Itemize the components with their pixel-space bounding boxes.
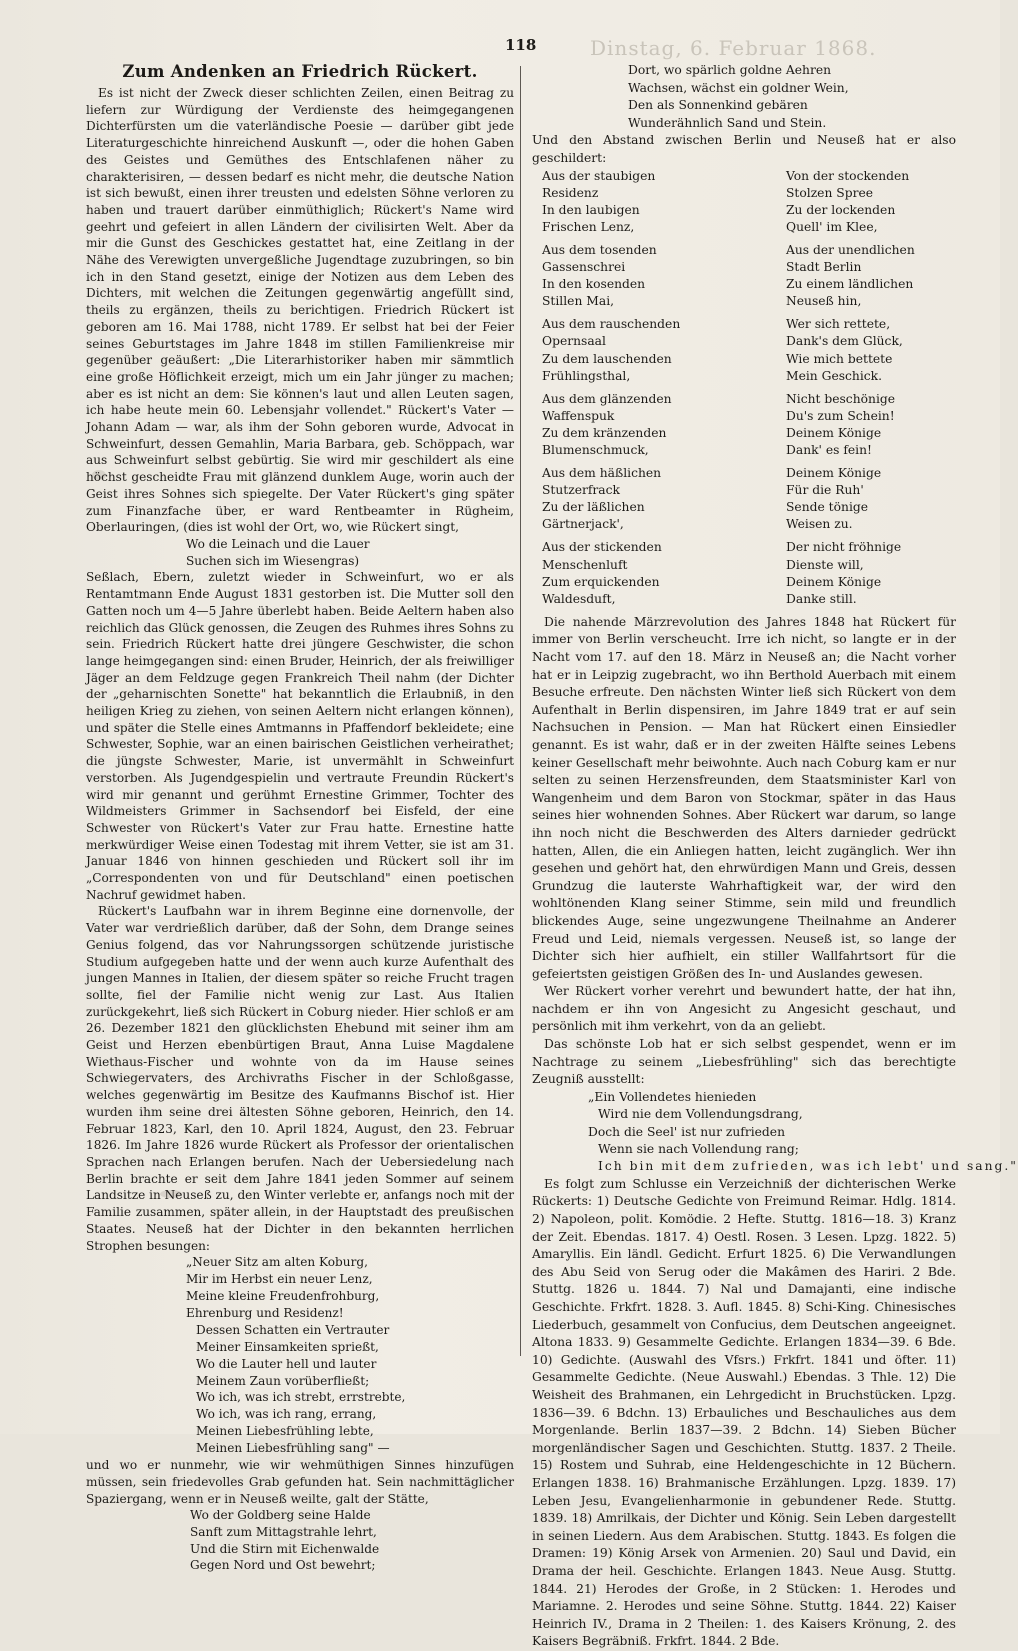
verse-line: Dienste will, (786, 557, 864, 572)
verse-line: Menschenluft (542, 557, 628, 572)
stanza-left (532, 391, 786, 459)
verse-leinach (86, 536, 514, 569)
stanza (532, 465, 956, 533)
column-divider (520, 66, 521, 1356)
verse-line: Wo die Lauter hell und lauter (196, 1356, 377, 1371)
stanza-left (532, 539, 786, 607)
verse-line: Deinem Könige (786, 425, 882, 440)
stanza-right (786, 316, 956, 384)
verse-line: Meinem Zaun vorüberfließt; (196, 1373, 370, 1388)
paragraph-family: Seßlach, Ebern, zuletzt wieder in Schweinfurt, wo er als Rentamtmann Ende August 1831 gestorben ist. Die Mutter soll den Gatten noch um 4—5 Jahre überlebt haben. Beide Aeltern haben also reichlich das Glück genossen, die Zeugen des Ruhmes ihres Sohns zu sein. Friedrich Rückert hatte drei jüngere Geschwister, die schon lange heimgegangen sind: einen Bruder, Heinrich, der als freiwilliger Jäger an dem Feldzuge gegen Frankreich Theil nahm (der Dichter der „geharnischten Sonette" hat bekanntlich die Erlaubniß, in den heiligen Krieg zu ziehen, von seinen Aeltern nicht erlangen können), und später die Stelle eines Amtmanns in Pfaffendorf bekleidete; eine Schwester, Sophie, war an einen bairischen Geistlichen verheirathet; die jüngste Schwester, Marie, ist unvermählt in Schweinfurt verstorben. Als Jugendgespielin und vertraute Freundin Rückert's wird mir genannt und gerühmt Ernestine Grimmer, Tochter des Wildmeisters Grimmer in Sachsendorf bei Eisfeld, der eine Schwester von Rückert's Vater zur Frau hatte. Ernestine hatte merkwürdiger Weise einen Todestag mit ihrem Vetter, sie ist am 31. Januar 1846 von hinnen geschieden und Rückert soll ihr im „Correspondenten von und für Deutschland" einen poetischen Nachruf gewidmet haben. (86, 570, 514, 902)
verse-koburg (86, 1254, 514, 1457)
stanza (532, 316, 956, 384)
verse-line: Nicht beschönige (786, 391, 896, 406)
verse-line: Neuseß hin, (786, 294, 862, 309)
right-column (532, 62, 1018, 1649)
verse-line: Wenn sie nach Vollendung rang; (598, 1142, 799, 1157)
verse-goldberg (86, 1507, 514, 1574)
verse-line: Gegen Nord und Ost bewehrt; (190, 1558, 376, 1573)
verse-line: Gärtnerjack', (542, 517, 624, 532)
verse-vollendetes (532, 1089, 1018, 1176)
stanza (532, 242, 956, 310)
verse-line: Aus der staubigen (542, 168, 656, 183)
verse-line: Dessen Schatten ein Vertrauter (196, 1322, 390, 1337)
verse-line: Suchen sich im Wiesengras) (186, 553, 360, 568)
verse-line: In den kosenden (542, 277, 646, 292)
verse-line: Meiner Einsamkeiten sprießt, (196, 1339, 379, 1354)
verse-line: Zu der läßlichen (542, 500, 645, 515)
stanza-right (786, 168, 956, 236)
verse-line: Frühlingsthal, (542, 368, 631, 383)
verse-line: Aus dem tosenden (542, 242, 657, 257)
verse-line: Sende tönige (786, 500, 869, 515)
verse-line: Stutzerfrack (542, 483, 620, 498)
left-column (86, 62, 514, 1573)
verse-line: Gassenschrei (542, 260, 626, 275)
verse-line: Quell' im Klee, (786, 219, 878, 234)
verse-line: Für die Ruh' (786, 483, 864, 498)
verse-line: Deinem Könige (786, 574, 882, 589)
stanza-left (532, 242, 786, 310)
stanza-left (532, 465, 786, 533)
verse-line: Sanft zum Mittagstrahle lehrt, (190, 1524, 377, 1539)
verse-line: Stadt Berlin (786, 260, 862, 275)
verse-line: Mein Geschick. (786, 368, 883, 383)
verse-line: Von der stockenden (786, 168, 910, 183)
verse-line: Dank's dem Glück, (786, 334, 903, 349)
paragraph-intro: Es ist nicht der Zweck dieser schlichten Zeilen, einen Beitrag zu liefern zur Würdigung der Verdienste des heimgegangenen Dichterfürsten um die vaterländische Poesie — darüber gibt jede Literaturgeschichte hinreichend Auskunft —, oder die hohen Gaben des Geistes und Gemüthes des Entschlafenen näher zu charakterisiren, — dessen bedarf es nicht mehr, die deutsche Nation ist sich bewußt, einen ihrer treusten und edelsten Söhne verloren zu haben und trauert darüber einmüthiglich; Rückert's Name wird geehrt und gefeiert in allen Ländern der civilisirten Welt. Aber da mir die Gunst des Geschickes gestattet hat, eine Zeitlang in der Nähe des Verewigten unvergeßliche Jugendtage zuzubringen, so bin ich in den Stand gesetzt, einige der Notizen aus dem Leben des Dichters, mit welchen die Zeitungen gegenwärtig angefüllt sind, theils zu ergänzen, theils zu berichtigen. Friedrich Rückert ist geboren am 16. Mai 1788, nicht 1789. Er selbst hat bei der Feier seines Geburtstages im Jahre 1848 im stillen Familienkreise mir gegenüber geäußert: „Die Literarhistoriker haben mir sämmtlich eine große Höflichkeit erzeigt, mich um ein Jahr jünger zu machen; aber es ist nicht an dem: Sie können's laut und allen Leuten sagen, ich habe heute mein 60. Lebensjahr vollendet." Rückert's Vater — Johann Adam — war, als ihm der Sohn geboren wurde, Advocat in Schweinfurt, dessen Gemahlin, Maria Barbara, geb. Schöppach, war aus Schweinfurt selbst gebürtig. Sie wird mir geschildert als eine höchst gescheidte Frau mit glänzend dunklem Auge, worin auch der Geist ihres Sohnes sich spiegelte. Der Vater Rückert's ging später zum Finanzfache über, er ward Rentbeamter in Rügheim, Oberlauringen, (dies ist wohl der Ort, wo, wie Rückert singt, (86, 86, 514, 535)
paragraph-revolution: Die nahende Märzrevolution des Jahres 1848 hat Rückert für immer von Berlin verscheucht. Irre ich nicht, so langte er in der Nacht vom 17. auf den 18. März in Neuseß an; die Nacht vorher hat er in Leipzig zugebracht, wo ihn Berthold Auerbach mit einem Besuche erfreute. Den nächsten Winter ließ sich Rückert von dem Aufenthalt in Berlin dispensiren, im Jahre 1849 trat er auf sein Nachsuchen in Pension. — Man hat Rückert einen Einsiedler genannt. Es ist wahr, daß er in der zweiten Hälfte seines Lebens keiner Gesellschaft mehr beiwohnte. Auch nach Coburg kam er nur selten zu seinen Herzensfreunden, dem Staatsminister Karl von Wangenheim und dem Baron von Stockmar, später in das Haus seines hier wohnenden Sohnes. Aber Rückert war darum, so lange ihn noch nicht die Beschwerden des Alters darnieder gedrückt hatten, Allen, die ein Anliegen hatten, leicht zugänglich. Wer ihn gesehen und gehört hat, den ehrwürdigen Mann und Greis, dessen Grundzug die lauterste Wahrhaftigkeit war, der wird den wohltönenden Klang seiner Stimme, sein mild und freundlich blickendes Auge, seine ungezwungene Theilnahme an Anderer Freud und Leid, niemals vergessen. Neuseß ist, so lange der Dichter sich hier aufhielt, ein stiller Wallfahrtsort für die gefeiertsten geistigen Größen des In- und Auslandes gewesen. (532, 614, 956, 981)
page-number: 118 (505, 36, 537, 54)
verse-line: „Neuer Sitz am alten Koburg, (186, 1255, 368, 1270)
verse-line: „Ein Vollendetes hienieden (588, 1089, 757, 1104)
verse-line: Meinen Liebesfrühling lebte, (196, 1424, 374, 1439)
stanza-left (532, 316, 786, 384)
verse-line: Deinem Könige (786, 466, 882, 481)
stanza-left (532, 168, 786, 236)
paragraph-contrast-intro: Und den Abstand zwischen Berlin und Neuseß hat er also geschildert: (532, 133, 956, 165)
paragraph-career: Rückert's Laufbahn war in ihrem Beginne eine dornenvolle, der Vater war verdrießlich darüber, daß der Sohn, dem Drange seines Genius folgend, das vor Nahrungssorgen schützende juristische Studium aufgegeben hatte und der wenn auch kurze Aufenthalt des jungen Mannes in Italien, der diesem später so reiche Frucht tragen sollte, fiel der Familie nicht wenig zur Last. Aus Italien zurückgekehrt, ließ sich Rückert in Coburg nieder. Hier schloß er am 26. Dezember 1821 den glücklichsten Ehebund mit seiner ihm am Geist und Herzen ebenbürtigen Braut, Anna Luise Magdalene Wiethaus-Fischer und wohnte von da im Hause seines Schwiegervaters, des Archivraths Fischer in der Schloßgasse, welches gegenwärtig im Besitze des Kaufmanns Bischof ist. Hier wurden ihm seine drei ältesten Söhne geboren, Heinrich, den 14. Februar 1823, Karl, den 10. April 1824, August, den 23. Februar 1826. Im Jahre 1826 wurde Rückert als Professor der orientalischen Sprachen nach Erlangen berufen. Nach der Uebersiedelung nach Berlin brachte er seit dem Jahre 1841 jeden Sommer auf seinem Landsitze in Neuseß zu, den Winter verlebte er, anfangs noch mit der Familie zusammen, später allein, in der Hauptstadt des preußischen Staates. Neuseß hat der Dichter in den bekannten herrlichen Strophen besungen: (86, 904, 514, 1253)
contrast-poem (532, 168, 956, 608)
verse-line: Wo ich, was ich rang, errang, (196, 1407, 377, 1422)
verse-line: Du's zum Schein! (786, 408, 895, 423)
verse-line: Den als Sonnenkind gebären (628, 98, 808, 113)
verse-line: Wird nie dem Vollendungsdrang, (598, 1107, 803, 1122)
verse-line: Und die Stirn mit Eichenwalde (190, 1541, 380, 1556)
verse-line: Ich bin mit dem zufrieden, was ich lebt' und sang." (598, 1159, 1018, 1174)
verse-line: Stolzen Spree (786, 185, 874, 200)
verse-line: In den laubigen (542, 202, 640, 217)
verse-line: Wo der Goldberg seine Halde (190, 1508, 371, 1523)
verse-line: Der nicht fröhnige (786, 540, 902, 555)
verse-line: Aus der unendlichen (786, 242, 915, 257)
article-title: Zum Andenken an Friedrich Rückert. (122, 62, 478, 81)
verse-line: Zu einem ländlichen (786, 277, 914, 292)
stanza-right (786, 465, 956, 533)
verse-aehren (532, 62, 956, 132)
verse-line: Wo ich, was ich strebt, errstrebte, (196, 1390, 406, 1405)
verse-line: Zu dem lauschenden (542, 351, 672, 366)
verse-line: Aus der stickenden (542, 540, 662, 555)
verse-line: Wer sich rettete, (786, 317, 891, 332)
verse-line: Waffenspuk (542, 408, 615, 423)
verse-line: Zu der lockenden (786, 202, 896, 217)
verse-line: Wo die Leinach und die Lauer (186, 536, 370, 551)
verse-line: Zu dem kränzenden (542, 425, 667, 440)
verse-line: Meinen Liebesfrühling sang" — (196, 1441, 390, 1456)
verse-line: Weisen zu. (786, 517, 853, 532)
verse-line: Mir im Herbst ein neuer Lenz, (186, 1272, 373, 1287)
stanza-right (786, 539, 956, 607)
bleed-through-header: Dinstag, 6. Februar 1868. (590, 36, 877, 60)
verse-line: Waldesduft, (542, 591, 616, 606)
stanza (532, 168, 956, 236)
verse-line: Aus dem rauschenden (542, 317, 681, 332)
verse-line: Dank' es fein! (786, 442, 872, 457)
paragraph-beloved: Wer Rückert vorher verehrt und bewundert hatte, der hat ihn, nachdem er ihn von Angesicht zu Angesicht geschaut, und persönlich mit ihm verkehrt, von da an geliebt. (532, 984, 956, 1034)
paragraph-grave: und wo er nunmehr, wie wir wehmüthigen Sinnes hinzufügen müssen, sein friedevolles Grab gefunden hat. Sein nachmittäglicher Spaziergang, wenn er in Neuseß weilte, galt der Stätte, (86, 1458, 514, 1506)
verse-line: Aus dem häßlichen (542, 466, 662, 481)
stanza (532, 539, 956, 607)
stanza-right (786, 242, 956, 310)
verse-line: Wachsen, wächst ein goldner Wein, (628, 80, 849, 95)
verse-line: Residenz (542, 185, 599, 200)
verse-line: Wie mich bettete (786, 351, 893, 366)
verse-line: Opernsaal (542, 334, 606, 349)
verse-line: Danke still. (786, 591, 857, 606)
stanza-right (786, 391, 956, 459)
stanza (532, 391, 956, 459)
verse-line: Stillen Mai, (542, 294, 615, 309)
paragraph-praise: Das schönste Lob hat er sich selbst gespendet, wenn er im Nachtrage zu seinem „Liebesfrühling" sich das berechtigte Zeugniß ausstellt: (532, 1037, 956, 1087)
verse-line: Blumenschmuck, (542, 442, 649, 457)
verse-line: Meine kleine Freudenfrohburg, (186, 1289, 380, 1304)
verse-line: Aus dem glänzenden (542, 391, 672, 406)
verse-line: Frischen Lenz, (542, 219, 635, 234)
verse-line: Dort, wo spärlich goldne Aehren (628, 63, 832, 77)
verse-line: Doch die Seel' ist nur zufrieden (588, 1124, 785, 1139)
paragraph-works-list: Es folgt zum Schlusse ein Verzeichniß der dichterischen Werke Rückerts: 1) Deutsche Gedichte von Freimund Reimar. Hdlg. 1814. 2) Napoleon, polit. Komödie. 2 Hefte. Stuttg. 1816—18. 3) Kranz der Zeit. Ebendas. 1817. 4) Oestl. Rosen. 3 Lesen. Lpzg. 1822. 5) Amaryllis. Ein ländl. Gedicht. Erfurt 1825. 6) Die Verwandlungen des Abu Seid von Serug oder die Makâmen des Hariri. 2 Bde. Stuttg. 1826 u. 1844. 7) Nal und Damajanti, eine indische Geschichte. Frkfrt. 1828. 3. Aufl. 1845. 8) Schi-King. Chinesisches Liederbuch, gesammelt von Confucius, dem Deutschen angeeignet. Altona 1833. 9) Gesammelte Gedichte. Erlangen 1834—39. 6 Bde. 10) Gedichte. (Auswahl des Vfsrs.) Frkfrt. 1841 und öfter. 11) Gesammelte Gedichte. (Neue Auswahl.) Ebendas. 3 Thle. 12) Die Weisheit des Brahmanen, ein Lehrgedicht in Bruchstücken. Lpzg. 1836—39. 6 Bdchn. 13) Erbauliches und Beschauliches aus dem Morgenlande. Berlin 1837—39. 2 Bdchn. 14) Sieben Bücher morgenländischer Sagen und Geschichten. Stuttg. 1837. 2 Theile. 15) Rostem und Suhrab, eine Heldengeschichte in 12 Büchern. Erlangen 1838. 16) Brahmanische Erzählungen. Lpzg. 1839. 17) Leben Jesu, Evangelienharmonie in gebundener Rede. Stuttg. 1839. 18) Amrilkais, der Dichter und König. Sein Leben dargestellt in seinen Liedern. Aus dem Arabischen. Stuttg. 1843. Es folgen die Dramen: 19) König Arsek von Armenien. 20) Saul und David, ein Drama der heil. Geschichte. Erlangen 1843. Neue Ausg. Stuttg. 1844. 21) Herodes der Große, in 2 Stücken: 1. Herodes und Mariamne. 2. Herodes und seine Söhne. Stuttg. 1844. 22) Kaiser Heinrich IV., Drama in 2 Theilen: 1. des Kaisers Krönung, 2. des Kaisers Begräbniß. Frkfrt. 1844. 2 Bde. (532, 1176, 956, 1649)
verse-line: Wunderähnlich Sand und Stein. (628, 115, 827, 130)
verse-line: Ehrenburg und Residenz! (186, 1305, 344, 1320)
verse-line: Zum erquickenden (542, 574, 660, 589)
